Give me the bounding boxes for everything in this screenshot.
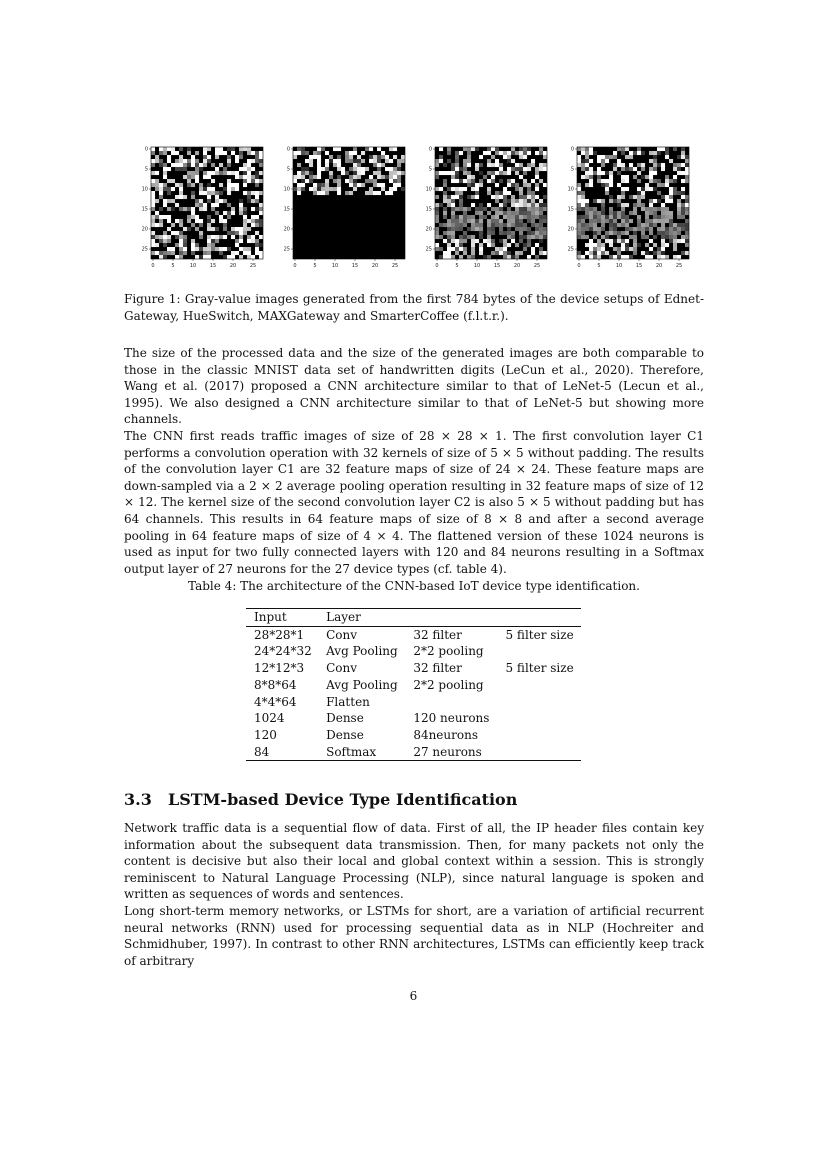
table-cell: Dense (326, 727, 364, 742)
table-row (246, 626, 581, 643)
table-cell: Conv (326, 627, 358, 642)
section-heading (124, 790, 517, 809)
x-tick-label: 0 (577, 263, 581, 269)
x-tick-label: 10 (189, 263, 197, 269)
x-tick-label: 0 (435, 263, 439, 269)
x-tick-label: 20 (655, 263, 663, 269)
table-caption: Table 4: The architecture of the CNN-based IoT device type identification. (188, 579, 640, 593)
table-cell: 84 (254, 744, 270, 759)
gray-image-panel-smartercoffee (564, 141, 704, 267)
y-tick-label: 20 (425, 226, 432, 233)
figure-1 (138, 141, 698, 267)
table-row (246, 710, 581, 727)
table-cell: Flatten (326, 694, 370, 709)
table-row (246, 694, 581, 711)
table-cell (497, 677, 581, 694)
y-tick-label: 20 (283, 226, 290, 233)
y-tick-label: 25 (141, 246, 148, 253)
table-header-cell: Layer (326, 610, 361, 624)
x-tick-label: 5 (455, 263, 459, 269)
table-cell (497, 710, 581, 727)
table-cell: 28*28*1 (254, 627, 305, 642)
table-header-cell: Input (254, 610, 287, 624)
table-cell: 32 filter (413, 661, 462, 676)
table-header-cell (497, 609, 581, 627)
section-number: 3.3 (124, 790, 152, 809)
table-cell: Conv (326, 661, 358, 676)
y-tick-label: 10 (141, 186, 148, 193)
table-cell (405, 694, 497, 711)
table-cell (497, 694, 581, 711)
table-cell: 5 filter size (505, 627, 574, 642)
table-cell: 120 neurons (413, 711, 490, 726)
y-tick-label: 0 (144, 146, 148, 153)
x-tick-label: 20 (513, 263, 521, 269)
y-tick-label: 5 (286, 166, 290, 173)
table-cell: 120 (254, 727, 277, 742)
y-tick-label: 0 (286, 146, 290, 153)
x-tick-label: 5 (597, 263, 601, 269)
table-cell: Softmax (326, 744, 377, 759)
gray-image-panel-maxgateway (422, 141, 562, 267)
table-row (246, 677, 581, 694)
cnn-architecture-table (246, 608, 581, 761)
table-cell: 2*2 pooling (413, 677, 484, 692)
table-cell: Dense (326, 711, 364, 726)
panel-svg (564, 141, 704, 267)
x-tick-label: 25 (533, 263, 541, 269)
x-tick-label: 20 (229, 263, 237, 269)
table-row (246, 660, 581, 677)
y-tick-label: 20 (567, 226, 574, 233)
table-cell: 84neurons (413, 727, 478, 742)
table-cell: 32 filter (413, 627, 462, 642)
y-tick-label: 25 (425, 246, 432, 253)
table-row (246, 744, 581, 761)
x-tick-label: 25 (249, 263, 257, 269)
table-cell (497, 643, 581, 660)
section-title-text: LSTM-based Device Type Identification (168, 790, 518, 809)
x-tick-label: 10 (331, 263, 339, 269)
y-tick-label: 10 (567, 186, 574, 193)
x-tick-label: 5 (171, 263, 175, 269)
y-tick-label: 25 (283, 246, 290, 253)
y-tick-label: 15 (283, 206, 290, 213)
panel-svg (280, 141, 420, 267)
figure-caption: Figure 1: Gray-value images generated from the first 784 bytes of the device setups of Ednet-Gateway, HueSwitch, MAXGateway and SmarterCoffee (f.l.t.r.). (124, 292, 704, 323)
x-tick-label: 20 (371, 263, 379, 269)
table-cell: 24*24*32 (254, 644, 312, 659)
x-tick-label: 0 (293, 263, 297, 269)
x-tick-label: 15 (209, 263, 217, 269)
body-paragraph: The size of the processed data and the size of the generated images are both comparable to those in the classic MNIST data set of handwritten digits (LeCun et al., 2020). Therefore, Wang et al. (2017) proposed a CNN architecture similar to that of LeNet-5 (Lecun et al., 1995). We also designed a CNN architecture similar to that of LeNet-5 but showing more channels. (124, 346, 704, 427)
y-tick-label: 10 (283, 186, 290, 193)
image-pixels (435, 147, 547, 259)
table-cell: Avg Pooling (326, 644, 398, 659)
section-body (124, 820, 704, 969)
y-tick-label: 5 (144, 166, 148, 173)
y-tick-label: 5 (428, 166, 432, 173)
gray-image-panel-ednetgateway (138, 141, 278, 267)
table-row (246, 643, 581, 660)
table-cell: 12*12*3 (254, 661, 305, 676)
y-tick-label: 10 (425, 186, 432, 193)
x-tick-label: 5 (313, 263, 317, 269)
table-cell (497, 744, 581, 761)
body-text (124, 345, 704, 577)
x-tick-label: 15 (351, 263, 359, 269)
x-tick-label: 25 (675, 263, 683, 269)
section-paragraph: Network traffic data is a sequential flow of data. First of all, the IP header files contain key information about the subsequent data transmission. Then, for many packets not only the content is decisive but also their local and global context within a session. This is strongly reminiscent to Natural Language Processing (NLP), since natural language is spoken and written as sequences of words and sentences. (124, 821, 704, 902)
table-cell: 27 neurons (413, 744, 482, 759)
table-row (246, 727, 581, 744)
panel-svg (138, 141, 278, 267)
y-tick-label: 0 (428, 146, 432, 153)
y-tick-label: 15 (567, 206, 574, 213)
x-tick-label: 0 (151, 263, 155, 269)
y-tick-label: 15 (141, 206, 148, 213)
y-tick-label: 25 (567, 246, 574, 253)
table-cell: 2*2 pooling (413, 644, 484, 659)
table-cell: 5 filter size (505, 661, 574, 676)
body-paragraph: The CNN first reads traffic images of size of 28 × 28 × 1. The first convolution layer C1 performs a convolution operation with 32 kernels of size of 5 × 5 without padding. The results of the convolution layer C1 are 32 feature maps of size of 24 × 24. These feature maps are down-sampled via a 2 × 2 average pooling operation resulting in 32 feature maps of size of 12 × 12. The kernel size of the second convolution layer C2 is also 5 × 5 without padding but has 64 channels. This results in 64 feature maps of size of 8 × 8 and after a second average pooling in 64 feature maps of size of 4 × 4. The flattened version of these 1024 neurons is used as input for two fully connected layers with 120 and 84 neurons resulting in a Softmax output layer of 27 neurons for the 27 device types (cf. table 4). (124, 428, 704, 576)
table-header-cell (405, 609, 497, 627)
x-tick-label: 25 (391, 263, 399, 269)
table-cell: 1024 (254, 711, 285, 726)
table-header-row (246, 609, 581, 627)
table-cell: 8*8*64 (254, 677, 297, 692)
table-cell: 4*4*64 (254, 694, 297, 709)
x-tick-label: 15 (635, 263, 643, 269)
x-tick-label: 10 (473, 263, 481, 269)
x-tick-label: 10 (615, 263, 623, 269)
x-tick-label: 15 (493, 263, 501, 269)
gray-image-panel-hueswitch (280, 141, 420, 267)
page-number: 6 (409, 989, 418, 1003)
y-tick-label: 0 (570, 146, 574, 153)
y-tick-label: 15 (425, 206, 432, 213)
y-tick-label: 5 (570, 166, 574, 173)
table-cell (497, 727, 581, 744)
table-cell: Avg Pooling (326, 677, 398, 692)
section-paragraph: Long short-term memory networks, or LSTMs for short, are a variation of artificial recurrent neural networks (RNN) used for processing sequential data as in NLP (Hochreiter and Schmidhuber, 1997). In contrast to other RNN architectures, LSTMs can efficiently keep track of arbitrary (124, 903, 704, 968)
y-tick-label: 20 (141, 226, 148, 233)
panel-svg (422, 141, 562, 267)
